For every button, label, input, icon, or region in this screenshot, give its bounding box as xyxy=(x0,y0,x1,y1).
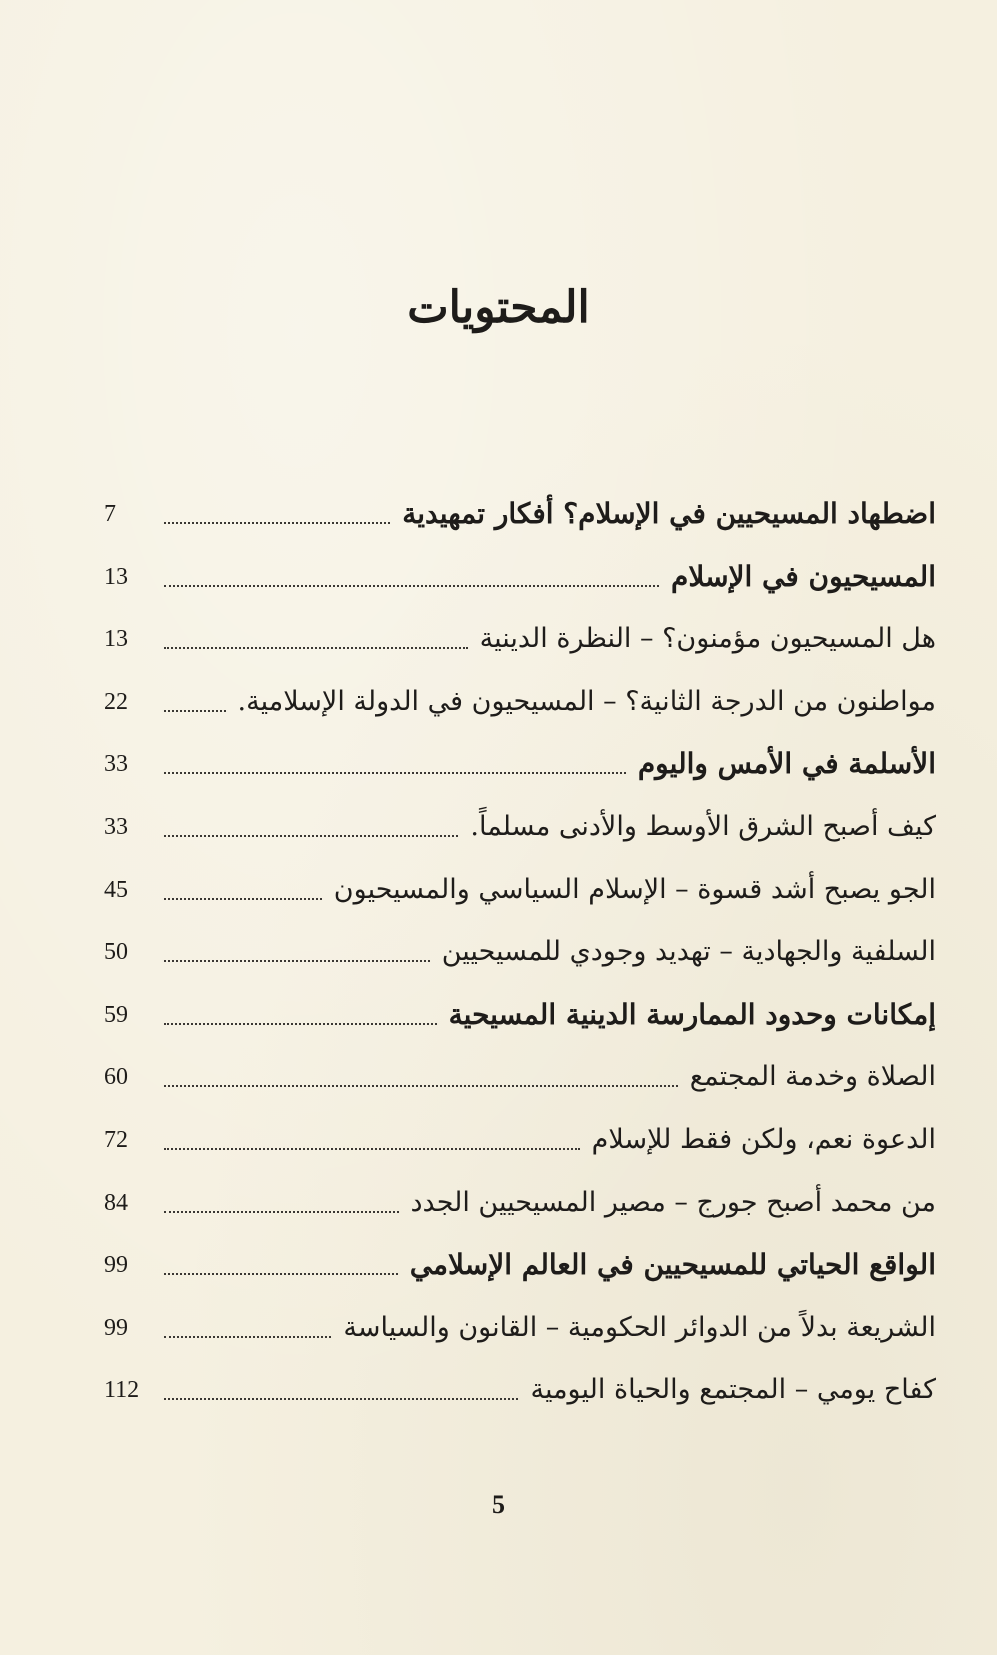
dot-leader xyxy=(164,1211,399,1213)
toc-entry xyxy=(104,742,936,805)
toc-entry xyxy=(104,492,936,555)
toc-entry-title: كيف أصبح الشرق الأوسط والأدنى مسلماً. xyxy=(470,810,936,842)
dot-leader xyxy=(164,898,322,900)
toc-entry-title: السلفية والجهادية – تهديد وجودي للمسيحيين xyxy=(441,936,936,968)
toc-entry-page: 84 xyxy=(104,1189,128,1216)
dot-leader xyxy=(164,522,390,524)
toc-entry-title: مواطنون من الدرجة الثانية؟ – المسيحيون في الدولة الإسلامية. xyxy=(237,685,936,717)
dot-leader xyxy=(164,960,430,962)
dot-leader xyxy=(164,647,468,649)
dot-leader xyxy=(164,710,226,712)
toc-entry xyxy=(104,1368,936,1431)
toc-entry xyxy=(104,617,936,680)
dot-leader xyxy=(164,772,626,774)
toc-entry-page: 45 xyxy=(104,876,128,903)
page-title: المحتويات xyxy=(407,282,590,333)
toc-entry-title: المسيحيون في الإسلام xyxy=(671,559,936,593)
toc-entry-title: الجو يصبح أشد قسوة – الإسلام السياسي والمسيحيون xyxy=(333,873,936,905)
toc-entry-title: كفاح يومي – المجتمع والحياة اليومية xyxy=(530,1374,936,1406)
dot-leader xyxy=(164,1085,678,1087)
toc-entry-page: 99 xyxy=(104,1252,128,1279)
toc-entry xyxy=(104,868,936,931)
toc-entry-page: 50 xyxy=(104,939,128,966)
toc-entry xyxy=(104,555,936,618)
toc-entry xyxy=(104,930,936,993)
dot-leader xyxy=(164,1023,437,1025)
dot-leader xyxy=(164,835,458,837)
toc-entry-page: 33 xyxy=(104,813,128,840)
toc-entry-page: 60 xyxy=(104,1064,128,1091)
page-number: 5 xyxy=(492,1490,505,1519)
toc-entry xyxy=(104,1181,936,1244)
toc-entry-title: الأسلمة في الأمس واليوم xyxy=(637,747,936,781)
toc-entry xyxy=(104,1118,936,1181)
toc-entry-page: 99 xyxy=(104,1314,128,1341)
toc-entry-page: 72 xyxy=(104,1126,128,1153)
toc-entry-title: هل المسيحيون مؤمنون؟ – النظرة الدينية xyxy=(479,623,936,655)
toc-entry-page: 22 xyxy=(104,688,128,715)
toc-entry xyxy=(104,1306,936,1369)
toc-entry xyxy=(104,993,936,1056)
dot-leader xyxy=(164,1273,398,1275)
toc-entry xyxy=(104,805,936,868)
toc-entry xyxy=(104,1243,936,1306)
toc-entry-title: الواقع الحياتي للمسيحيين في العالم الإسلامي xyxy=(409,1248,936,1282)
dot-leader xyxy=(164,1398,518,1400)
toc-entry-title: من محمد أصبح جورج – مصير المسيحيين الجدد xyxy=(410,1186,936,1218)
toc-entry-title: اضطهاد المسيحيين في الإسلام؟ أفكار تمهيدية xyxy=(402,497,936,530)
toc-entry-page: 7 xyxy=(104,501,116,527)
toc-entry-page: 59 xyxy=(104,1001,128,1028)
toc-entry xyxy=(104,1055,936,1118)
dot-leader xyxy=(164,585,659,587)
toc-entry-title: الشريعة بدلاً من الدوائر الحكومية – القانون والسياسة xyxy=(343,1311,936,1343)
toc-entry xyxy=(104,680,936,743)
toc-entry-title: إمكانات وحدود الممارسة الدينية المسيحية xyxy=(448,997,936,1031)
toc-entry-title: الدعوة نعم، ولكن فقط للإسلام xyxy=(591,1123,936,1155)
toc-entry-title: الصلاة وخدمة المجتمع xyxy=(689,1061,936,1093)
dot-leader xyxy=(164,1336,331,1338)
toc-entry-page: 13 xyxy=(104,563,128,590)
toc-entry-page: 33 xyxy=(104,751,128,778)
dot-leader xyxy=(164,1148,580,1150)
toc-entry-page: 13 xyxy=(104,626,128,653)
table-of-contents xyxy=(104,492,936,1431)
toc-entry-page: 112 xyxy=(104,1377,140,1404)
